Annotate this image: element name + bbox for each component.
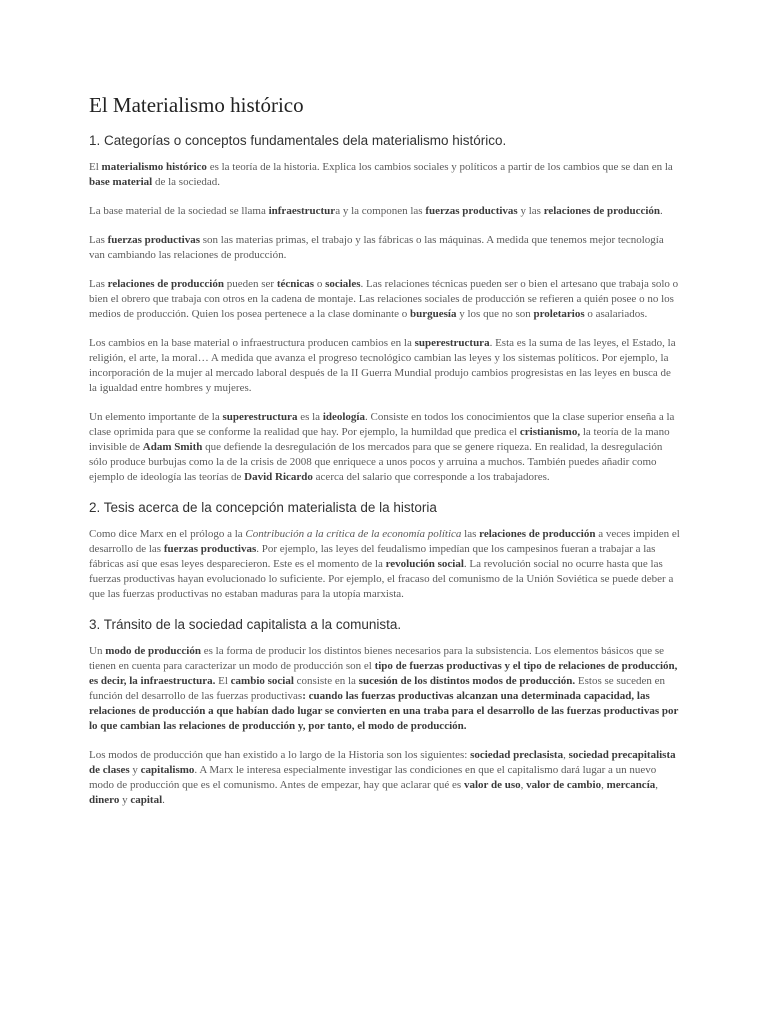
s1-paragraph-4: Las relaciones de producción pueden ser técnicas o sociales. Las relaciones técnicas pueden ser o bien el artesano que trabaja solo o bien el obrero que trabaja con otros en la cadena de montaje. Las relaciones sociales de producción se refieren a quién posee o no los medios de producción. Quien los posea pertenece a la clase dominante o burguesía y los que no son proletarios o asalariados.	[89, 278, 679, 320]
document	[89, 92, 681, 822]
s1-paragraph-6: Un elemento importante de la superestructura es la ideología. Consiste en todos los conocimientos que la clase superior enseña a la clase oprimida para que se conforme la realidad que hay. Por ejemplo, la humildad que predica el cristianismo, la teoría de la mano invisible de Adam Smith que defiende la desregulación de los mercados para que se genere riqueza. En realidad, la desregulación sólo produce burbujas como la de la crisis de 2008 que enriquece a unos pocos y arruina a muchos. También puedes añadir como ejemplo de ideología las teorías de David Ricardo acerca del salario que corresponde a los trabajadores.	[89, 411, 675, 483]
section-3-heading: 3. Tránsito de la sociedad capitalista a la comunista.	[89, 617, 402, 632]
section-2-heading: 2. Tesis acerca de la concepción materialista de la historia	[89, 500, 437, 515]
page-title: El Materialismo histórico	[89, 93, 304, 117]
section-1-heading: 1. Categorías o conceptos fundamentales dela materialismo histórico.	[89, 133, 507, 148]
s1-paragraph-1: El materialismo histórico es la teoría de la historia. Explica los cambios sociales y políticos a partir de los cambios que se dan en la base material de la sociedad.	[89, 161, 673, 188]
s3-paragraph-1: Un modo de producción es la forma de producir los distintos bienes necesarios para la subsistencia. Los elementos básicos que se tienen en cuenta para caracterizar un modo de producción son el tipo de fuerzas productivas y el tipo de relaciones de producción, es decir, la infraestructura. El cambio social consiste en la sucesión de los distintos modos de producción. Estos se suceden en función del desarrollo de las fuerzas productivas: cuando las fuerzas productivas alcanzan una determinada capacidad, las relaciones de producción a que habían dado lugar se convierten en una traba para el desarrollo de las fuerzas productivas por lo que cambian las relaciones de producción y, por tanto, el modo de producción.	[89, 645, 679, 732]
s2-paragraph-1: Como dice Marx en el prólogo a la Contribución a la crítica de la economía política las relaciones de producción a veces impiden el desarrollo de las fuerzas productivas. Por ejemplo, las leyes del feudalismo impedían que los campesinos fueran a trabajar a las fábricas así que esas leyes desparecieron. Este es el momento de la revolución social. La revolución social no ocurre hasta que las fuerzas productivas hayan evolucionado lo suficiente. Por ejemplo, el fracaso del comunismo de la Unión Soviética se puede deber a que las fuerzas productivas no estaban maduras para la utopía marxista.	[89, 528, 680, 600]
s1-paragraph-2: La base material de la sociedad se llama infraestructura y la componen las fuerzas productivas y las relaciones de producción.	[89, 205, 663, 217]
s3-paragraph-2: Los modos de producción que han existido a lo largo de la Historia son los siguientes: sociedad preclasista, sociedad precapitalista de clases y capitalismo. A Marx le interesa especialmente investigar las condiciones en que el capitalismo dará lugar a un nuevo modo de producción que es el comunismo. Antes de empezar, hay que aclarar qué es valor de uso, valor de cambio, mercancía, dinero y capital.	[89, 749, 676, 806]
s1-paragraph-5: Los cambios en la base material o infraestructura producen cambios en la superestructura. Esta es la suma de las leyes, el Estado, la religión, el arte, la moral… A medida que avanza el progreso tecnológico cambian las leyes y los sistemas políticos. Por ejemplo, la incorporación de la mujer al mercado laboral después de la II Guerra Mundial produjo cambios progresistas en las leyes en busca de la igualdad entre hombres y mujeres.	[89, 337, 676, 394]
s1-paragraph-3: Las fuerzas productivas son las materias primas, el trabajo y las fábricas o las máquinas. A medida que tenemos mejor tecnología van cambiando las relaciones de producción.	[89, 234, 664, 261]
